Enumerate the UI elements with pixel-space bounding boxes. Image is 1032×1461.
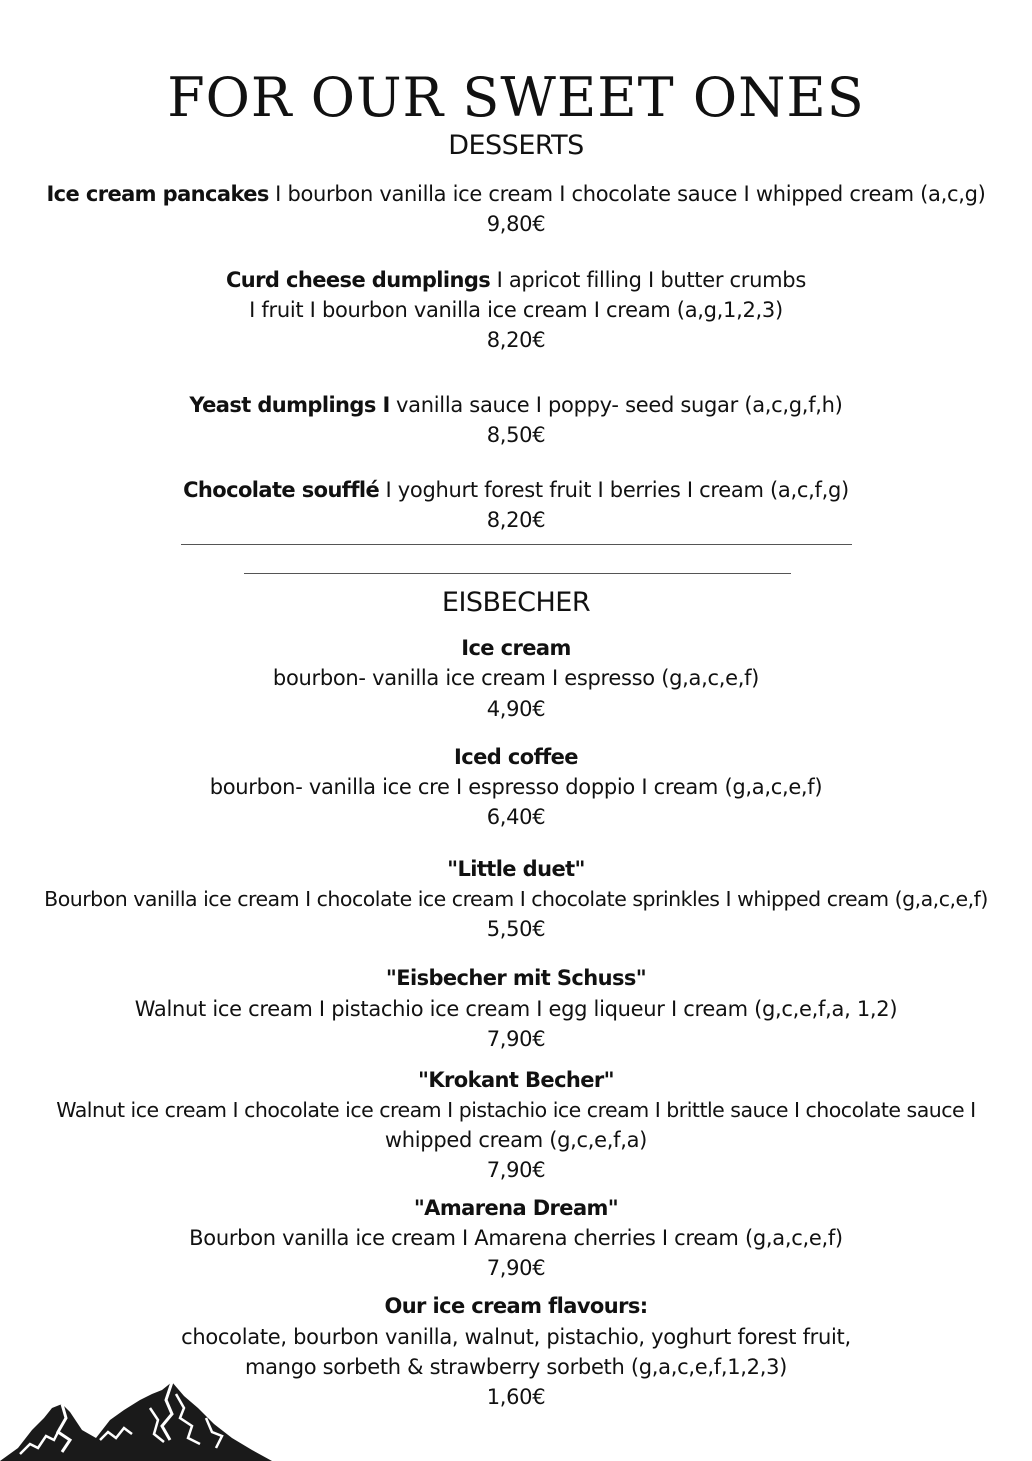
section-divider	[244, 573, 791, 574]
dessert-name: Ice cream pancakes	[46, 182, 269, 206]
eisbecher-name: "Amarena Dream"	[413, 1196, 619, 1220]
eisbecher-name: "Eisbecher mit Schuss"	[385, 966, 647, 990]
dessert-line	[0, 390, 1032, 420]
eisbecher-price: 4,90€	[486, 697, 546, 721]
eisbecher-price: 7,90€	[486, 1158, 546, 1182]
dessert-price: 8,50€	[486, 423, 546, 447]
dessert-description: I apricot filling I butter crumbs	[490, 268, 806, 292]
eisbecher-price: 7,90€	[486, 1027, 546, 1051]
dessert-price: 8,20€	[486, 328, 546, 352]
desserts-heading: DESSERTS	[448, 130, 584, 161]
dessert-name: Curd cheese dumplings	[226, 268, 491, 292]
eisbecher-description-continued: whipped cream (g,c,e,f,a)	[384, 1128, 648, 1152]
eisbecher-price: 6,40€	[486, 805, 546, 829]
eisbecher-description: Walnut ice cream I pistachio ice cream I egg liqueur I cream (g,c,e,f,a, 1,2)	[134, 997, 898, 1021]
dessert-name: Yeast dumplings I	[189, 393, 390, 417]
dessert-description: I bourbon vanilla ice cream I chocolate sauce I whipped cream (a,c,g)	[268, 182, 986, 206]
dessert-description-continued: I fruit I bourbon vanilla ice cream I cream (a,g,1,2,3)	[249, 298, 783, 322]
eisbecher-description: chocolate, bourbon vanilla, walnut, pistachio, yoghurt forest fruit,	[181, 1325, 851, 1349]
eisbecher-description-continued: mango sorbeth & strawberry sorbeth (g,a,c,e,f,1,2,3)	[244, 1355, 788, 1379]
dessert-description: vanilla sauce I poppy- seed sugar (a,c,g,f,h)	[389, 393, 843, 417]
dessert-line	[0, 265, 1032, 295]
eisbecher-description: bourbon- vanilla ice cream I espresso (g,a,c,e,f)	[272, 666, 760, 690]
mountain-illustration-icon	[0, 1378, 280, 1461]
dessert-line	[0, 179, 1032, 209]
dessert-description: I yoghurt forest fruit I berries I cream (a,c,f,g)	[379, 478, 849, 502]
eisbecher-name: Our ice cream flavours:	[384, 1294, 648, 1318]
eisbecher-heading: EISBECHER	[441, 587, 591, 618]
eisbecher-description: Bourbon vanilla ice cream I chocolate ice cream I chocolate sprinkles I whipped cream (g,a,c,e,f)	[44, 887, 988, 911]
section-divider	[181, 544, 852, 545]
page-title: FOR OUR SWEET ONES	[167, 66, 865, 129]
eisbecher-description: Bourbon vanilla ice cream I Amarena cherries I cream (g,a,c,e,f)	[189, 1226, 843, 1250]
dessert-price: 8,20€	[486, 508, 546, 532]
eisbecher-name: Ice cream	[461, 636, 571, 660]
eisbecher-name: "Krokant Becher"	[417, 1068, 615, 1092]
dessert-line	[0, 475, 1032, 505]
dessert-name: Chocolate soufflé	[183, 478, 380, 502]
eisbecher-name: "Little duet"	[447, 857, 585, 881]
dessert-price: 9,80€	[486, 212, 546, 236]
eisbecher-description: Walnut ice cream I chocolate ice cream I pistachio ice cream I brittle sauce I chocolate sauce I	[56, 1098, 976, 1122]
eisbecher-description: bourbon- vanilla ice cre I espresso doppio I cream (g,a,c,e,f)	[209, 775, 823, 799]
eisbecher-price: 1,60€	[486, 1385, 546, 1409]
eisbecher-price: 7,90€	[486, 1256, 546, 1280]
eisbecher-name: Iced coffee	[454, 745, 578, 769]
eisbecher-price: 5,50€	[486, 917, 546, 941]
